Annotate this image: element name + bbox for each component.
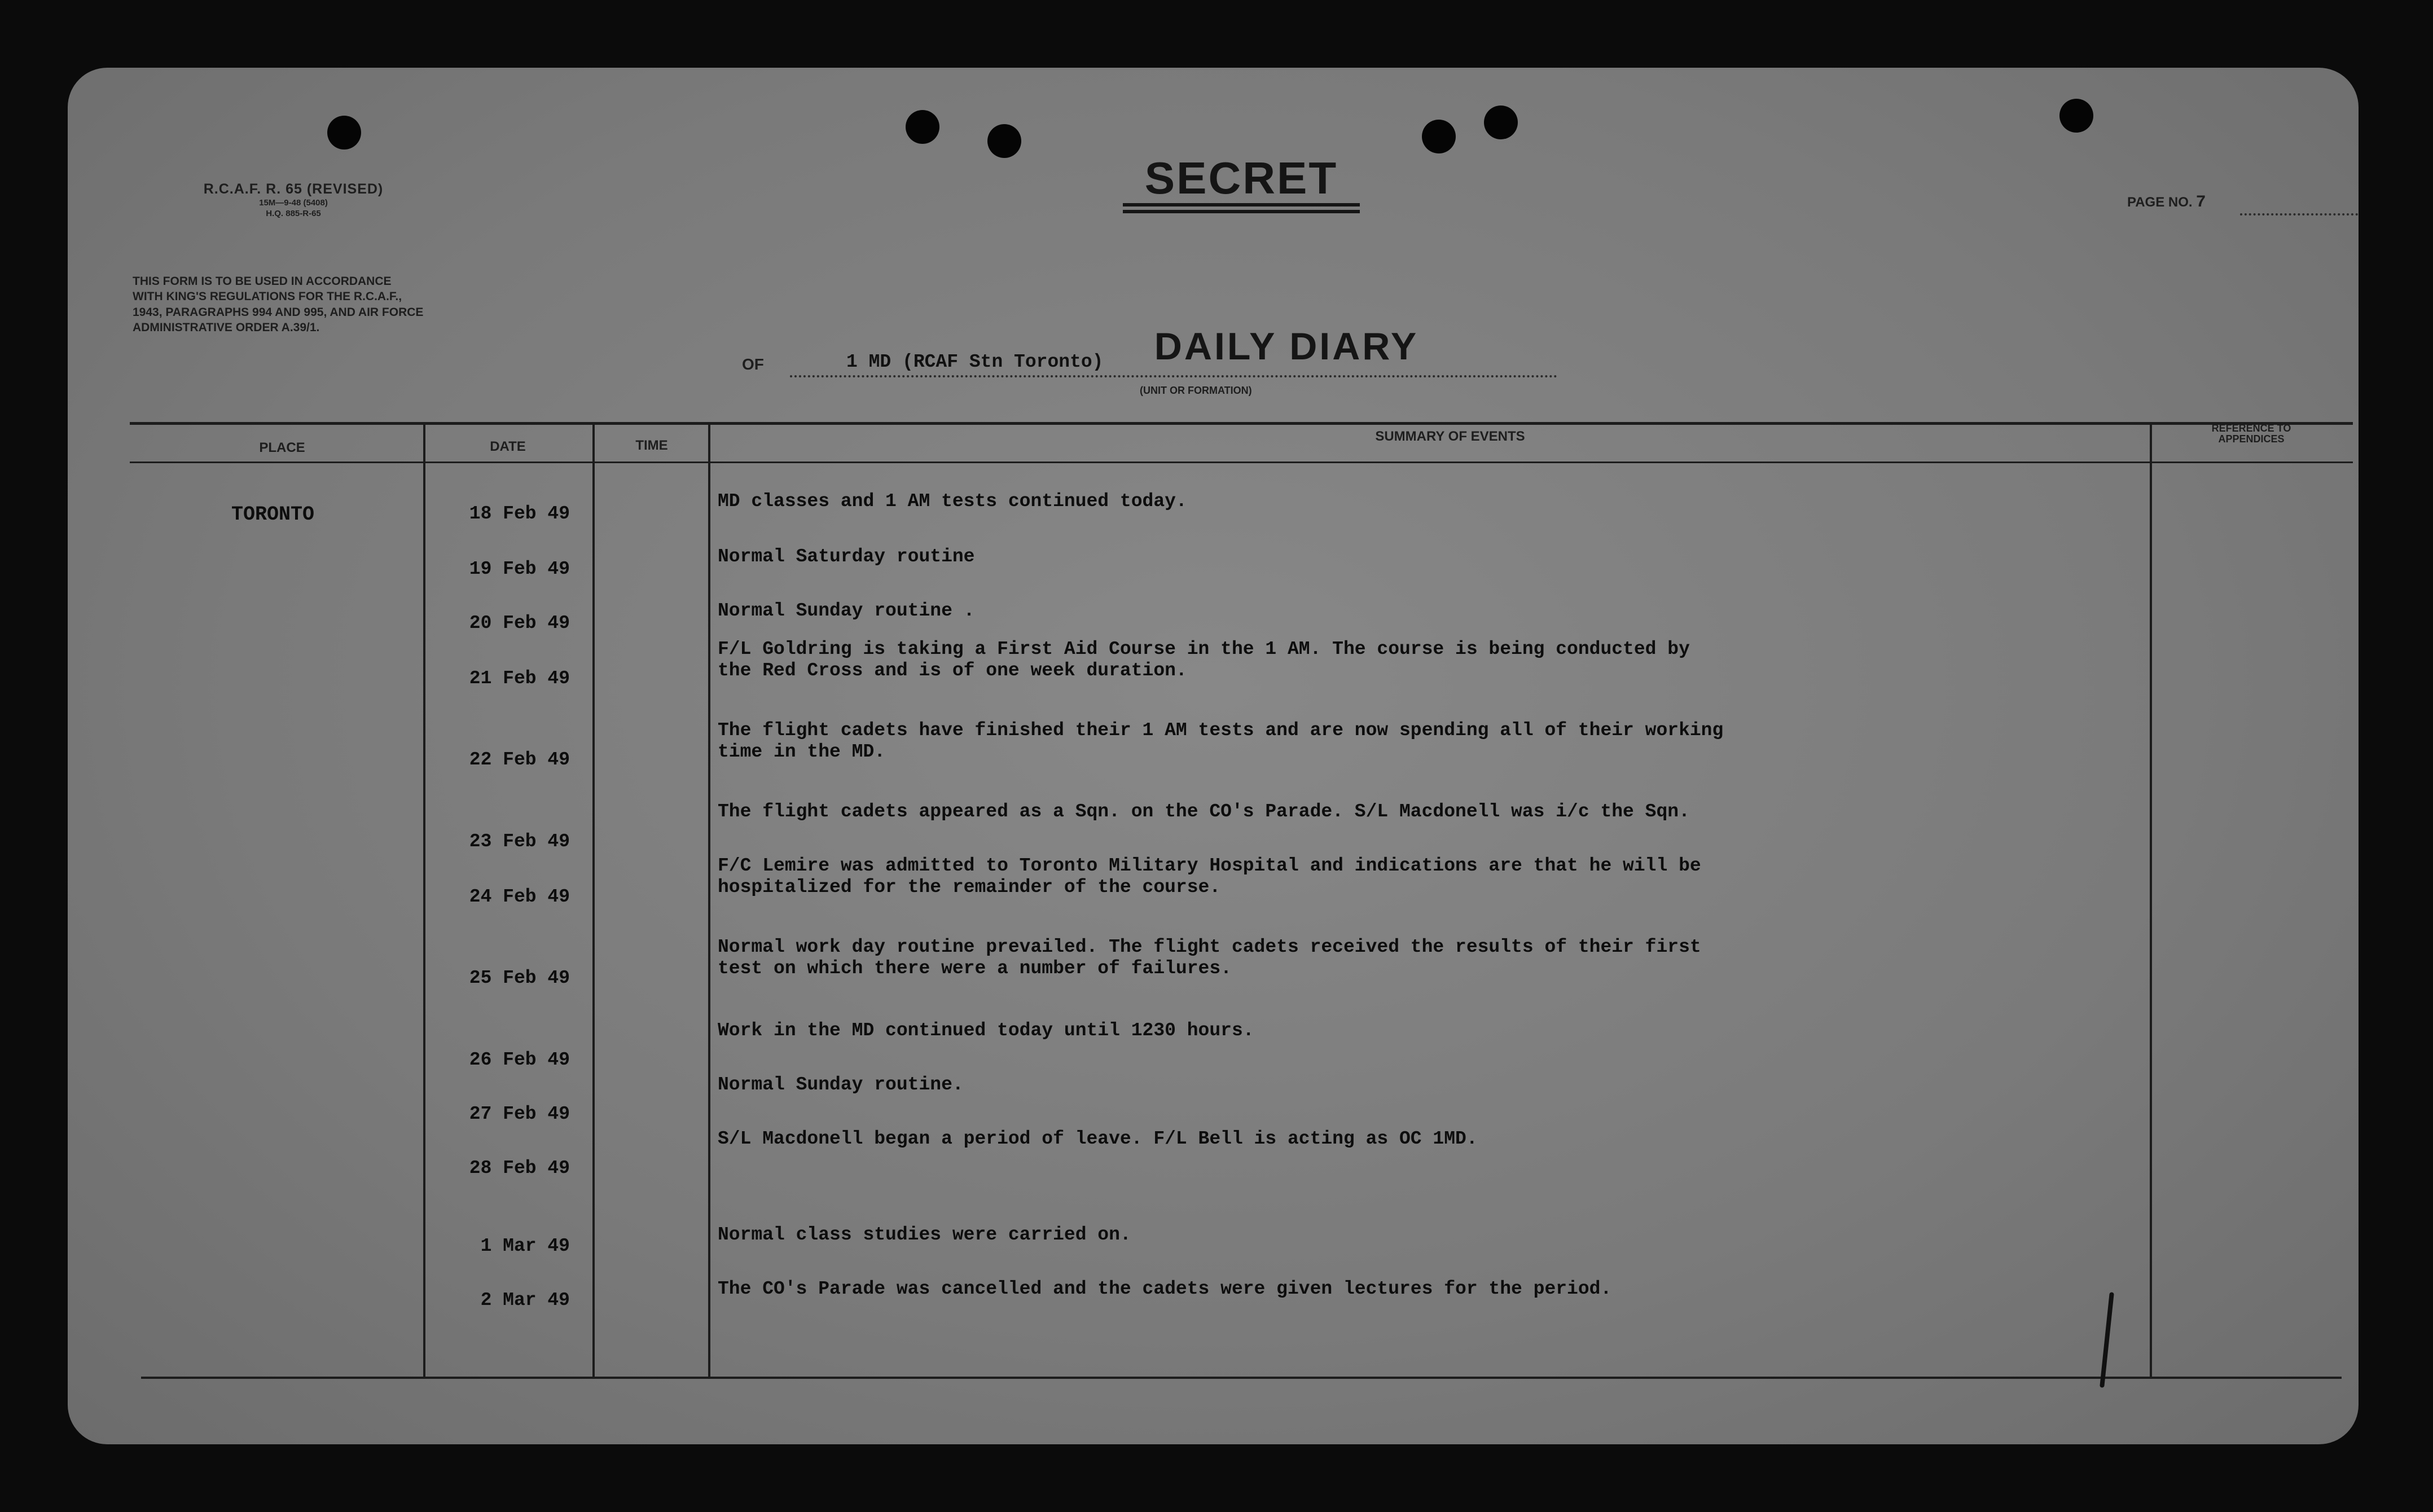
punch-hole	[1422, 120, 1456, 153]
entry-summary-line: test on which there were a number of failures.	[718, 957, 1232, 979]
header-reference	[2155, 423, 2347, 445]
punch-hole	[906, 110, 939, 144]
entry-summary-line: Normal Sunday routine .	[718, 600, 975, 621]
entry-date: 19 Feb 49	[469, 559, 570, 579]
page-number-label: PAGE NO.	[2127, 195, 2193, 210]
unit-caption: (UNIT OR FORMATION)	[1140, 385, 1252, 396]
entry-date: 2 Mar 49	[480, 1290, 570, 1311]
header-bottom-rule	[130, 461, 2353, 463]
entry-summary	[718, 546, 974, 568]
header-date: DATE	[490, 439, 526, 454]
entry-date: 18 Feb 49	[469, 503, 570, 524]
instruction-line: 1943, PARAGRAPHS 994 AND 995, AND AIR FORCE	[133, 305, 424, 319]
entry-summary-line: time in the MD.	[718, 741, 886, 762]
entry-summary	[718, 720, 1723, 763]
classification-marking: SECRET	[1144, 153, 1338, 203]
entry-summary	[718, 600, 974, 622]
instruction-line: ADMINISTRATIVE ORDER A.39/1.	[133, 320, 320, 334]
entry-summary-line: F/L Goldring is taking a First Aid Course in the 1 AM. The course is being conducted by	[718, 639, 1690, 660]
entry-summary-line: S/L Macdonell began a period of leave. F/L Bell is acting as OC 1MD.	[718, 1128, 1478, 1149]
handwritten-tick-mark	[2100, 1292, 2114, 1388]
entry-place: TORONTO	[231, 503, 315, 526]
form-code-line: H.Q. 885-R-65	[266, 209, 321, 218]
entry-summary	[718, 1224, 1131, 1246]
entry-summary	[718, 937, 1701, 979]
entry-summary	[718, 801, 1690, 823]
entry-summary	[718, 1020, 1254, 1041]
entry-summary	[718, 1128, 1478, 1150]
diary-page	[68, 68, 2359, 1444]
entry-summary-line: The CO's Parade was cancelled and the cadets were given lectures for the period.	[718, 1278, 1612, 1299]
punch-hole	[2059, 99, 2093, 133]
form-code	[135, 181, 451, 219]
classification-underline	[1123, 203, 1360, 206]
header-summary: SUMMARY OF EVENTS	[1375, 429, 1525, 444]
entry-summary-line: Normal Saturday routine	[718, 546, 975, 567]
instruction-line: WITH KING'S REGULATIONS FOR THE R.C.A.F.,	[133, 290, 402, 304]
column-divider	[708, 423, 710, 1377]
entry-summary-line: hospitalized for the remainder of the course.	[718, 876, 1221, 898]
page-number	[2127, 193, 2206, 212]
entry-date: 25 Feb 49	[469, 968, 570, 988]
entry-summary-line: the Red Cross and is of one week duration.	[718, 660, 1187, 681]
header-place: PLACE	[259, 440, 305, 455]
column-divider	[2150, 423, 2152, 1377]
form-instructions	[133, 274, 629, 335]
entry-summary-line: Normal work day routine prevailed. The flight cadets received the results of their first	[718, 937, 1701, 957]
column-divider	[423, 423, 425, 1377]
entry-summary-line: The flight cadets have finished their 1 AM tests and are now spending all of their working	[718, 720, 1724, 741]
unit-label: OF	[742, 355, 764, 373]
entry-date: 20 Feb 49	[469, 613, 570, 634]
punch-hole	[1484, 106, 1518, 139]
entry-summary-line: MD classes and 1 AM tests continued today.	[718, 491, 1187, 512]
entry-date: 28 Feb 49	[469, 1158, 570, 1179]
unit-line	[790, 375, 1557, 377]
entry-summary	[718, 639, 1690, 682]
instruction-line: THIS FORM IS TO BE USED IN ACCORDANCE	[133, 275, 392, 288]
punch-hole	[327, 116, 361, 150]
entry-summary	[718, 1278, 1611, 1300]
entry-date: 24 Feb 49	[469, 886, 570, 907]
entry-date: 21 Feb 49	[469, 668, 570, 689]
header-time: TIME	[635, 438, 668, 453]
header-reference-line: APPENDICES	[2218, 433, 2285, 445]
entry-date: 22 Feb 49	[469, 749, 570, 770]
page-title: DAILY DIARY	[1154, 325, 1419, 368]
page-number-value: 7	[2195, 193, 2206, 212]
table-bottom-rule	[141, 1377, 2342, 1379]
form-code-line: R.C.A.F. R. 65 (REVISED)	[203, 181, 384, 197]
header-reference-line: REFERENCE TO	[2211, 423, 2291, 434]
entry-summary-line: Work in the MD continued today until 1230 hours.	[718, 1020, 1254, 1041]
entry-summary	[718, 855, 1701, 898]
entry-summary-line: Normal class studies were carried on.	[718, 1224, 1131, 1245]
form-code-line: 15M—9-48 (5408)	[259, 198, 328, 208]
column-divider	[592, 423, 595, 1377]
entry-date: 23 Feb 49	[469, 831, 570, 852]
entry-summary-line: F/C Lemire was admitted to Toronto Military Hospital and indications are that he will be	[718, 855, 1701, 876]
entry-date: 1 Mar 49	[480, 1236, 570, 1256]
page-number-line	[2240, 213, 2359, 216]
entry-summary	[718, 1074, 964, 1096]
classification-underline	[1123, 210, 1360, 213]
entry-date: 27 Feb 49	[469, 1104, 570, 1124]
entry-summary-line: The flight cadets appeared as a Sqn. on the CO's Parade. S/L Macdonell was i/c the Sqn.	[718, 801, 1690, 822]
entry-summary	[718, 491, 1187, 512]
unit-value: 1 MD (RCAF Stn Toronto)	[846, 351, 1104, 372]
table-top-rule	[130, 422, 2353, 425]
entry-summary-line: Normal Sunday routine.	[718, 1074, 964, 1095]
entry-date: 26 Feb 49	[469, 1049, 570, 1070]
